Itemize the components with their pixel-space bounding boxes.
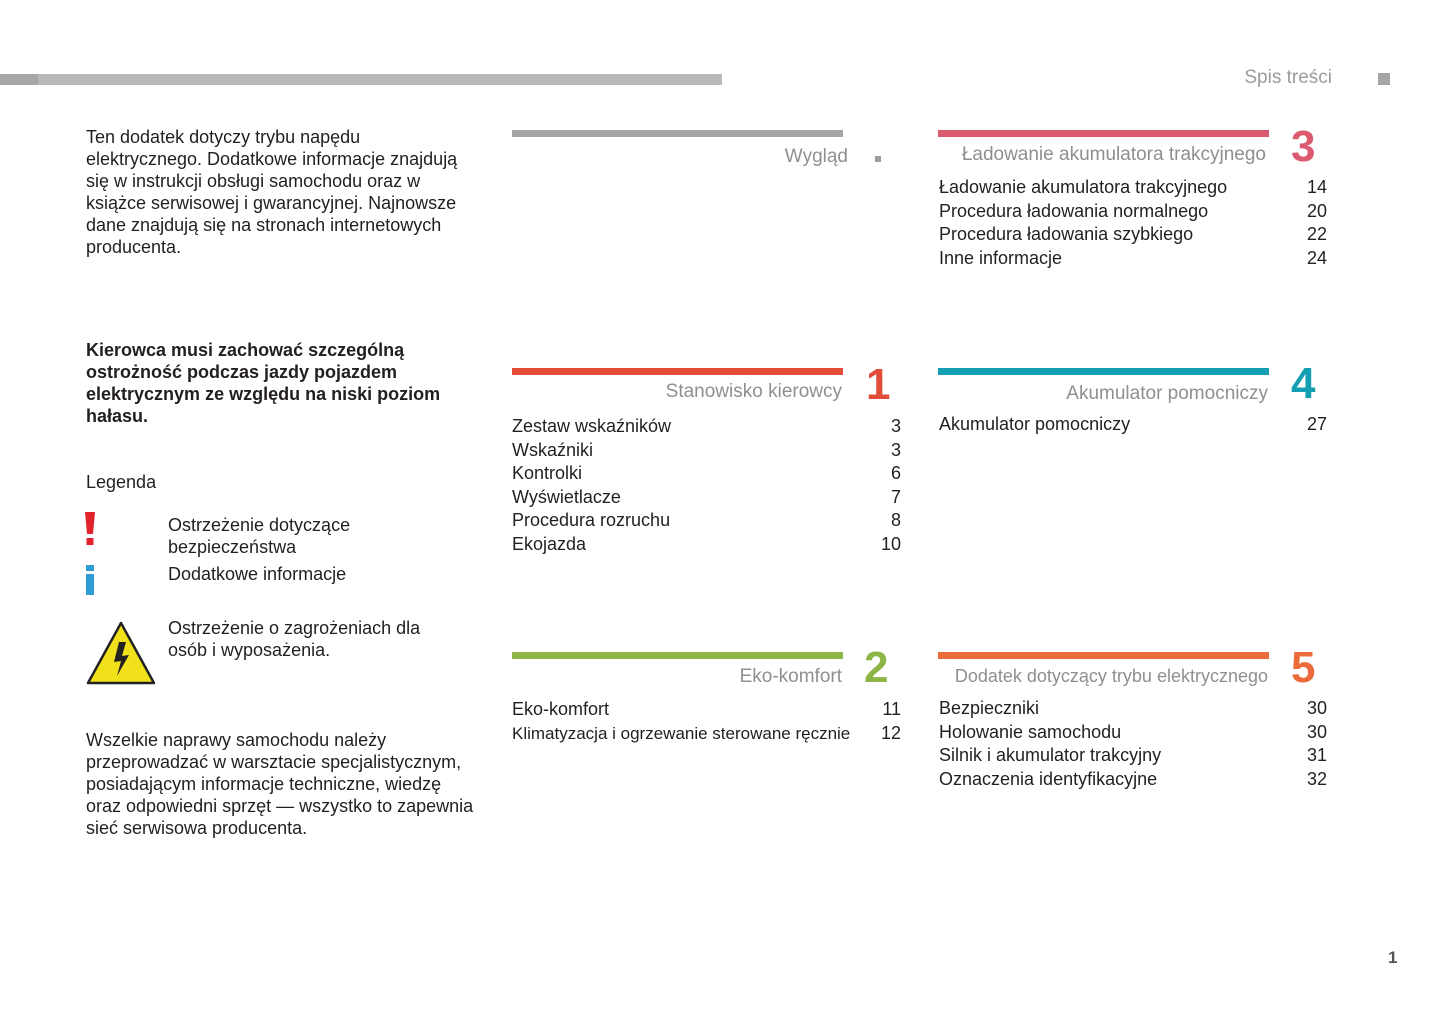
toc-item-label: Procedura ładowania szybkiego [939,224,1194,245]
driver-warning: Kierowca musi zachować szczególną ostrożność podczas jazdy pojazdem elektrycznym ze względu na niski poziom hałasu. [86,340,441,426]
toc-item[interactable] [939,721,1327,745]
toc-item[interactable] [939,223,1327,247]
section-4-number: 4 [1291,359,1316,408]
section-wyglad-square-icon [875,156,881,162]
toc-item-label: Zestaw wskaźników [512,416,672,436]
legend-hazard-label: Ostrzeżenie o zagrożeniach dla osób i wyposażenia. [168,618,421,660]
toc-item-label: Silnik i akumulator trakcyjny [939,745,1162,766]
toc-item-page: 6 [890,463,901,484]
section-wyglad-title[interactable]: Wygląd [784,146,848,167]
section-5-number: 5 [1291,643,1316,692]
toc-item-page: 27 [1306,414,1327,434]
toc-item[interactable] [512,462,901,486]
header-bar [0,74,722,85]
toc-item-label: Ekojazda [512,533,587,554]
toc-item[interactable] [512,509,901,533]
section-3-title[interactable]: Ładowanie akumulatora trakcyjnego [961,144,1266,165]
toc-item[interactable] [939,176,1327,200]
toc-item-page: 3 [890,439,901,460]
toc-item-label: Wskaźniki [512,439,594,460]
repair-paragraph: Wszelkie naprawy samochodu należy przeprowadzać w warsztacie specjalistycznym, posiadającym informacje techniczne, wiedzę oraz odpowiedni sprzęt — wszystko to zapewnia sieć serwisowa producenta. [86,730,474,838]
toc-item[interactable] [512,722,901,746]
toc-item-label: Bezpieczniki [939,698,1040,718]
section-5-list [939,697,1327,791]
section-3-list [939,176,1327,270]
toc-item[interactable] [512,486,901,510]
section-2-title[interactable]: Eko-komfort [739,666,842,687]
toc-item[interactable] [939,247,1327,271]
toc-item-label: Wyświetlacze [512,486,621,507]
section-4-bar [938,368,1269,375]
toc-item-page: 10 [880,533,901,554]
toc-item-label: Klimatyzacja i ogrzewanie sterowane ręcznie [512,723,851,743]
header-bar-accent [0,74,38,85]
toc-item[interactable] [939,413,1327,437]
toc-item-label: Inne informacje [939,247,1063,268]
toc-item-page: 30 [1306,698,1327,718]
page-number: 1 [1388,948,1398,967]
toc-item-page: 11 [882,699,901,719]
toc-item[interactable] [512,439,901,463]
section-wyglad-bar [512,130,843,137]
toc-item[interactable] [512,698,901,722]
section-5-bar [938,652,1269,659]
info-icon [84,565,96,595]
toc-item-page: 32 [1306,768,1327,789]
toc-item-label: Akumulator pomocniczy [939,414,1131,434]
toc-item-page: 20 [1306,200,1327,221]
section-2-bar [512,652,843,659]
toc-item-page: 30 [1306,721,1327,742]
exclamation-icon [84,512,96,546]
intro-paragraph: Ten dodatek dotyczy trybu napędu elektrycznego. Dodatkowe informacje znajdują się w instrukcji obsługi samochodu oraz w książce serwisowej i gwarancyjnej. Najnowsze dane znajdują się na stronach internetowych producenta. [86,127,458,257]
toc-item[interactable] [939,744,1327,768]
section-1-title[interactable]: Stanowisko kierowcy [665,381,842,402]
toc-item[interactable] [512,533,901,557]
toc-item-label: Eko-komfort [512,699,610,719]
toc-item-label: Procedura ładowania normalnego [939,200,1209,221]
toc-item[interactable] [512,415,901,439]
toc-item-page: 31 [1306,745,1327,766]
section-1-list [512,415,901,557]
toc-item-page: 8 [890,510,901,531]
toc-item-label: Ładowanie akumulatora trakcyjnego [939,177,1228,197]
legend-safety-label: Ostrzeżenie dotyczące bezpieczeństwa [168,515,351,557]
section-1-number: 1 [866,360,891,409]
page-title: Spis treści [1244,67,1332,88]
toc-item-page: 12 [880,722,901,743]
high-voltage-warning-icon [85,620,157,686]
header-square-icon [1378,73,1390,85]
toc-item-label: Kontrolki [512,463,583,484]
section-3-bar [938,130,1269,137]
toc-item[interactable] [939,768,1327,792]
section-1-bar [512,368,843,375]
toc-item-page: 3 [890,416,901,436]
toc-item-label: Procedura rozruchu [512,510,671,531]
section-2-number: 2 [864,643,889,692]
toc-item[interactable] [939,200,1327,224]
toc-item[interactable] [939,697,1327,721]
toc-item-label: Oznaczenia identyfikacyjne [939,768,1158,789]
section-4-list [939,413,1327,437]
legend-title: Legenda [86,472,157,492]
toc-item-page: 7 [890,486,901,507]
toc-item-page: 22 [1306,224,1327,245]
toc-item-label: Holowanie samochodu [939,721,1122,742]
section-4-title[interactable]: Akumulator pomocniczy [1066,383,1268,404]
toc-item-page: 14 [1306,177,1327,197]
section-3-number: 3 [1291,122,1316,171]
section-5-title[interactable]: Dodatek dotyczący trybu elektrycznego [954,666,1268,686]
toc-item-page: 24 [1306,247,1327,268]
section-2-list [512,698,901,745]
legend-info-label: Dodatkowe informacje [168,564,347,584]
